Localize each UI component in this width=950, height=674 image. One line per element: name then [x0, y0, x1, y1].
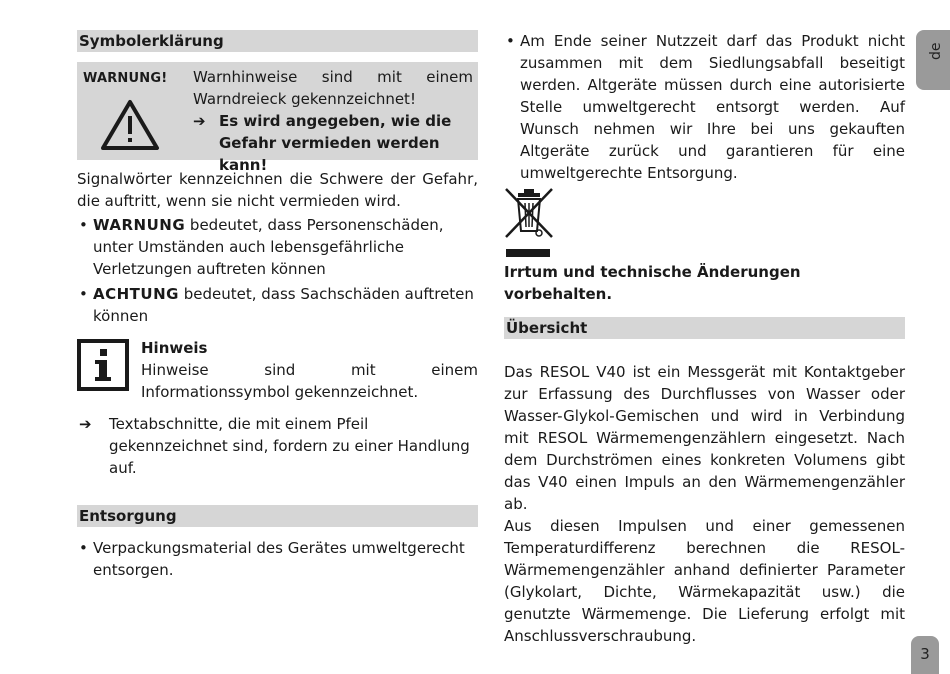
hint-text-block [141, 337, 478, 403]
list-item [77, 537, 478, 581]
warning-text: Warnhinweise sind mit einem Warndreieck gekennzeichnet! [193, 68, 473, 108]
warning-action [193, 110, 473, 176]
warning-action-text: Es wird angegeben, wie die Gefahr vermieden werden kann! [219, 112, 452, 174]
disposal-continued-list [504, 30, 905, 184]
hint-title: Hinweis [141, 339, 208, 357]
language-label: de [928, 42, 944, 60]
symbols-heading: Symbolerklärung [77, 30, 478, 52]
warning-triangle-icon [99, 98, 161, 152]
signal-word-list [77, 214, 478, 327]
hint-text: Hinweise sind mit einem Informationssymbol gekennzeichnet. [141, 361, 478, 401]
list-item [77, 214, 478, 280]
info-icon [77, 339, 129, 391]
disposal-list [77, 537, 478, 581]
right-column [504, 30, 905, 647]
disposal-heading: Entsorgung [77, 505, 478, 527]
bullet-icon: • [79, 539, 88, 557]
disposal-continued-text: Am Ende seiner Nutzzeit darf das Produkt nicht zusammen mit dem Siedlungsabfall beseitigt werden. Altgeräte müssen durch eine autorisierte Stelle umweltgerecht entsorgt werden. Auf Wunsch nehmen wir Ihre bei uns gekauften Altgeräte zurück und garantieren für eine umweltgerechte Entsorgung. [520, 32, 905, 182]
page-number-tab: 3 [911, 636, 939, 674]
crossed-out-bin-icon [504, 187, 556, 257]
signal-description: bedeutet, dass Personenschäden, unter Umständen auch lebensgefährliche Verletzungen auftreten können [93, 216, 444, 278]
arrow-note [77, 413, 478, 479]
bullet-icon: • [79, 216, 88, 234]
disclaimer: Irrtum und technische Änderungen vorbehalten. [504, 263, 801, 303]
warning-text-block [193, 66, 473, 176]
arrow-icon: ➔ [79, 415, 92, 433]
hint-block [77, 337, 478, 405]
signal-intro: Signalwörter kennzeichnen die Schwere der Gefahr, die auftritt, wenn sie nicht vermieden wird. [77, 170, 478, 210]
disposal-bullet-text: Verpackungsmaterial des Gerätes umweltgerecht entsorgen. [93, 539, 465, 579]
arrow-note-text: Textabschnitte, die mit einem Pfeil gekennzeichnet sind, fordern zu einer Handlung auf. [109, 415, 470, 477]
bullet-icon: • [506, 32, 515, 50]
arrow-icon: ➔ [193, 112, 206, 130]
language-tab [916, 30, 950, 90]
overview-paragraph-2: Aus diesen Impulsen und einer gemessenen Temperaturdifferenz berechnen die RESOL-Wärmemengenzähler anhand definierter Parameter (Glykolart, Dichte, Wärmekapazität usw.) die genutzte Wärmemenge. Die Lieferung erfolgt mit Anschlussverschraubung. [504, 517, 905, 645]
list-item [504, 30, 905, 184]
signal-keyword: ACHTUNG [93, 285, 179, 303]
overview-paragraph-1: Das RESOL V40 ist ein Messgerät mit Kontaktgeber zur Erfassung des Durchflusses von Wasser oder Wasser-Glykol-Gemischen und wird in Verbindung mit RESOL Wärmemengenzählern eingesetzt. Nach dem Durchströmen eines konkreten Volumens gibt das V40 einen Impuls an den Wärmemengenzähler ab. [504, 363, 905, 513]
list-item [77, 283, 478, 327]
left-column [77, 30, 478, 584]
bullet-icon: • [79, 285, 88, 303]
warning-box [77, 62, 478, 174]
signal-keyword: WARNUNG [93, 216, 186, 234]
signal-description: bedeutet, dass Sachschäden auftreten können [93, 285, 474, 325]
warning-label: WARNUNG! [83, 71, 168, 86]
overview-heading: Übersicht [504, 317, 905, 339]
